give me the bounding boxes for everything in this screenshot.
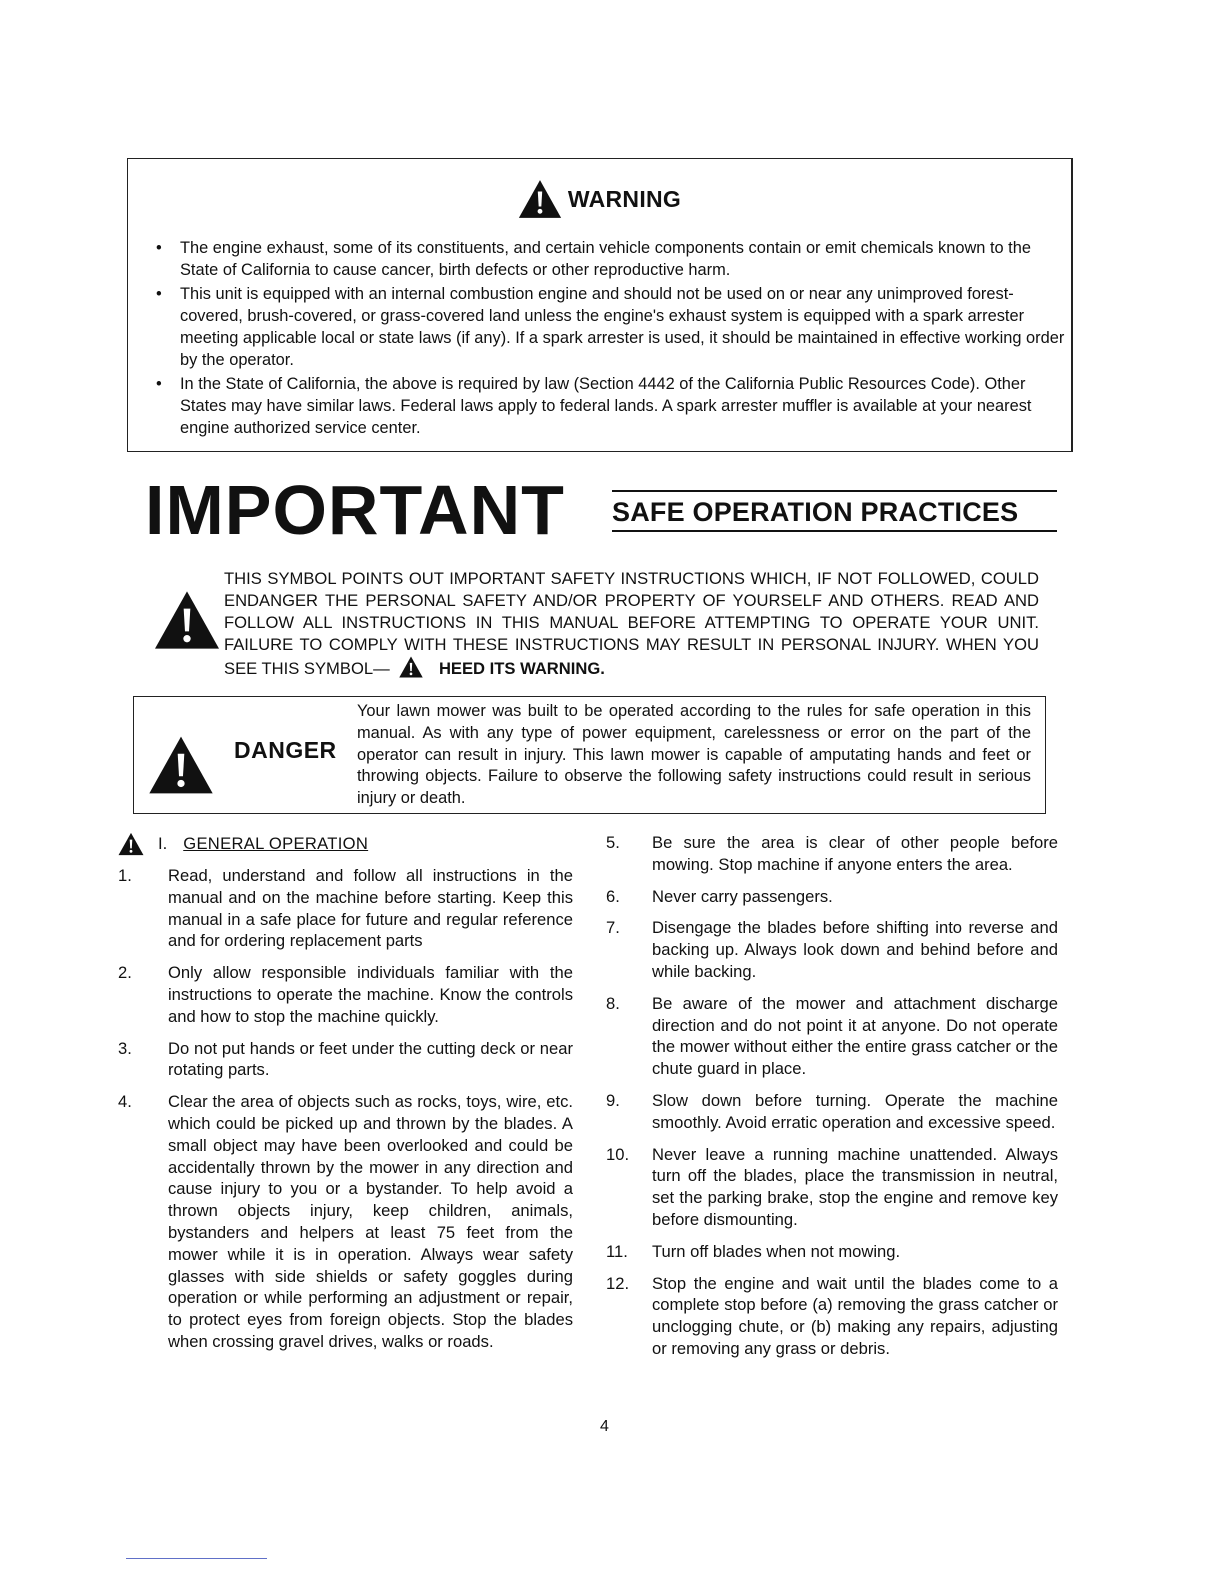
instruction-list-left — [118, 865, 573, 1353]
list-item — [118, 865, 573, 952]
item-number: 12. — [606, 1273, 630, 1293]
item-text: Never carry passengers. — [652, 886, 833, 906]
item-number: 11. — [606, 1241, 628, 1261]
item-text: Stop the engine and wait until the blades come to a complete stop before (a) removing the grass catcher or unclogging chute, or (b) making any repairs, adjusting or removing any grass or debris. — [652, 1273, 1058, 1358]
item-number: 7. — [606, 918, 620, 938]
warning-bullet: • In the State of California, the above is required by law (Section 4442 of the California Public Resources Code). Other States may have similar laws. Federal laws apply to federal lands. A spark arrester muffler is available at your nearest engine authorized service center. — [150, 373, 1066, 439]
warning-heading: WARNING — [567, 185, 682, 212]
warning-box — [127, 158, 1073, 452]
section-heading — [118, 832, 573, 856]
list-item — [606, 886, 1058, 908]
list-item — [606, 1241, 1058, 1263]
item-text: Do not put hands or feet under the cutting deck or near rotating parts. — [168, 1038, 573, 1080]
item-text: Be sure the area is clear of other people before mowing. Stop machine if anyone enters the area. — [652, 833, 1058, 874]
danger-label: DANGER — [234, 737, 337, 763]
symbol-notice-text: THIS SYMBOL POINTS OUT IMPORTANT SAFETY INSTRUCTIONS WHICH, IF NOT FOLLOWED, COULD ENDANGER THE PERSONAL SAFETY AND/OR PROPERTY OF YOURSELF AND OTHERS. READ AND FOLLOW ALL INSTRUCTIONS IN THIS MANUAL BEFORE ATTEMPTING TO OPERATE YOUR UNIT. FAILURE TO COMPLY WITH THESE INSTRUCTIONS MAY RESULT IN PERSONAL INJURY. WHEN YOU SEE THIS SYMBOL— — [224, 569, 1039, 678]
heed-warning-text: HEED ITS WARNING. — [438, 659, 605, 678]
warning-bullet: • The engine exhaust, some of its constituents, and certain vehicle components contain or emit chemicals known to the State of California to cause cancer, birth defects or other reproductive harm. — [150, 237, 1066, 281]
item-number: 10. — [606, 1144, 630, 1164]
warning-bullet: • This unit is equipped with an internal combustion engine and should not be used on or near any unimproved forest-covered, brush-covered, or grass-covered land unless the engine's exhaust system is equipped with a spark arrester meeting applicable local or state laws (if any). If a spark arrester is used, it should be maintained in effective working order by the operator. — [150, 283, 1066, 371]
safe-operation-title: SAFE OPERATION PRACTICES — [612, 490, 1057, 532]
item-number: 3. — [118, 1038, 132, 1058]
list-item — [606, 1090, 1058, 1134]
inline-alert-icon — [398, 656, 424, 678]
item-text: Only allow responsible individuals familiar with the instructions to operate the machine. Know the controls and how to stop the machine quickly. — [168, 963, 573, 1026]
item-text: Read, understand and follow all instructions in the manual and on the machine before starting. Keep this manual in a safe place for future and regular reference and for ordering replacement parts — [168, 866, 573, 951]
item-number: 6. — [606, 886, 620, 906]
item-text: Disengage the blades before shifting into reverse and backing up. Always look down and behind before and while backing. — [652, 918, 1058, 981]
danger-box — [133, 696, 1046, 814]
warning-list — [150, 237, 1066, 441]
item-number: 1. — [118, 866, 132, 885]
item-text: Clear the area of objects such as rocks, toys, wire, etc. which could be picked up and thrown by the blades. A small object may have been overlooked and could be accidentally thrown by the mower in any direction and cause injury to you or a bystander. To help avoid a thrown objects injury, keep children, animals, bystanders and helpers at least 75 feet from the mower while it is in operation. Always wear safety glasses with side shields or safety goggles during operation or while performing an adjustment or repair, to protect eyes from foreign objects. Stop the blades when crossing gravel drives, walks or roads. — [168, 1092, 573, 1351]
section-title: GENERAL OPERATION — [183, 834, 369, 854]
section-number: I. — [158, 834, 168, 854]
list-item — [606, 917, 1058, 982]
page-number: 4 — [600, 1418, 609, 1435]
list-item — [606, 1144, 1058, 1231]
instruction-list-right — [606, 832, 1058, 1360]
list-item — [118, 1038, 573, 1082]
item-number: 8. — [606, 993, 620, 1013]
list-item — [606, 1273, 1058, 1360]
item-text: Never leave a running machine unattended. Always turn off the blades, place the transmission in neutral, set the parking brake, stop the engine and remove key before dismounting. — [652, 1144, 1058, 1229]
footnote-rule — [126, 1558, 267, 1559]
item-text: Turn off blades when not mowing. — [652, 1241, 901, 1261]
warning-header — [128, 179, 1071, 219]
item-number: 4. — [118, 1092, 132, 1112]
left-column — [118, 832, 573, 1363]
danger-triangle-icon — [148, 735, 214, 795]
important-title: IMPORTANT — [145, 471, 565, 549]
section-alert-icon — [118, 832, 144, 856]
right-column — [606, 832, 1058, 1370]
item-text: Slow down before turning. Operate the machine smoothly. Avoid erratic operation and excessive speed. — [652, 1090, 1058, 1132]
symbol-notice — [224, 568, 1039, 680]
list-item — [606, 993, 1058, 1080]
item-number: 2. — [118, 963, 132, 983]
list-item — [118, 962, 573, 1027]
item-text: Be aware of the mower and attachment discharge direction and do not point it at anyone. Do not operate the mower without either the entire grass catcher or the chute guard in place. — [652, 993, 1058, 1079]
list-item — [606, 832, 1058, 876]
item-number: 5. — [606, 833, 620, 852]
list-item — [118, 1091, 573, 1353]
danger-text: Your lawn mower was built to be operated according to the rules for safe operation in this manual. As with any type of power equipment, carelessness or error on the part of the operator can result in injury. This lawn mower is capable of amputating hands and feet or throwing objects. Failure to observe the following safety instructions could result in serious injury or death. — [357, 702, 1031, 808]
item-number: 9. — [606, 1090, 620, 1110]
warning-triangle-icon — [518, 179, 562, 219]
safety-alert-icon — [152, 590, 222, 650]
